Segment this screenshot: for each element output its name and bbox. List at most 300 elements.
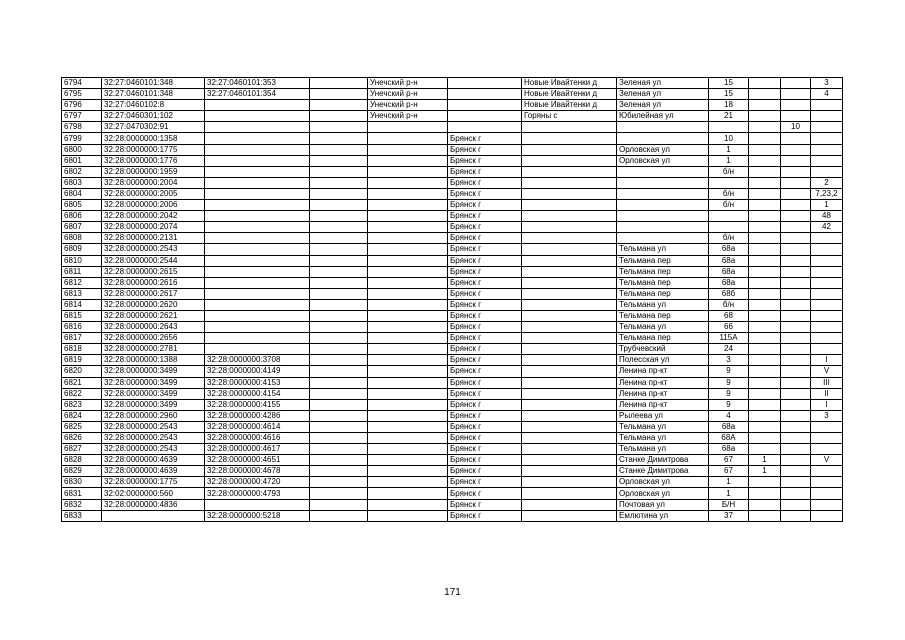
cell-city: Брянск г xyxy=(448,410,522,421)
cell-building xyxy=(749,477,781,488)
cell-cadastral-number: 32:28:0000000:2006 xyxy=(102,200,205,211)
cell-cadastral-number-2 xyxy=(205,133,310,144)
cell-street xyxy=(617,211,709,222)
cell-house: 4 xyxy=(709,410,749,421)
cell-cadastral-number-2 xyxy=(205,100,310,111)
cell-city xyxy=(448,89,522,100)
cell-cadastral-number-2 xyxy=(205,333,310,344)
cell-unit: I xyxy=(811,355,843,366)
cell-building xyxy=(749,355,781,366)
cell-house: 18 xyxy=(709,100,749,111)
cell-row-number: 6813 xyxy=(62,288,102,299)
cell-cadastral-number-2 xyxy=(205,255,310,266)
cell-cadastral-number-2: 32:28:0000000:4617 xyxy=(205,444,310,455)
cell-row-number: 6825 xyxy=(62,421,102,432)
cell-street: Орловская ул xyxy=(617,488,709,499)
cell-unit: III xyxy=(811,377,843,388)
cell-cadastral-number: 32:28:0000000:2543 xyxy=(102,444,205,455)
cell-house: 21 xyxy=(709,111,749,122)
cell-cadastral-number-2 xyxy=(205,188,310,199)
cell-district xyxy=(368,377,448,388)
cell-cadastral-number: 32:28:0000000:4639 xyxy=(102,455,205,466)
cell-city: Брянск г xyxy=(448,399,522,410)
cell-flat xyxy=(781,366,811,377)
cell-row-number: 6798 xyxy=(62,122,102,133)
cell-cadastral-number: 32:27:0470302:91 xyxy=(102,122,205,133)
cell-flat xyxy=(781,421,811,432)
cell-street: Ленина пр-кт xyxy=(617,388,709,399)
cell-house: 115А xyxy=(709,333,749,344)
cell-cadastral-number-2: 32:28:0000000:4153 xyxy=(205,377,310,388)
cell-house: 9 xyxy=(709,388,749,399)
cell-cadastral-number: 32:27:0460101:348 xyxy=(102,89,205,100)
cell-cadastral-number: 32:28:0000000:2617 xyxy=(102,288,205,299)
cell-unit: 7,23,2 xyxy=(811,188,843,199)
cell-locality xyxy=(522,410,617,421)
cell-unit xyxy=(811,144,843,155)
cell-building xyxy=(749,177,781,188)
cell-street xyxy=(617,177,709,188)
cell-street: Тельмана ул xyxy=(617,444,709,455)
cell-street: Тельмана ул xyxy=(617,299,709,310)
cell-building xyxy=(749,144,781,155)
cell-house: 1 xyxy=(709,144,749,155)
cell-street: Тельмана пер xyxy=(617,255,709,266)
table-row xyxy=(62,277,843,288)
cell-house: 68а xyxy=(709,421,749,432)
cell-locality xyxy=(522,399,617,410)
table-row xyxy=(62,288,843,299)
cell-flat xyxy=(781,288,811,299)
cell-empty xyxy=(310,122,368,133)
cell-flat xyxy=(781,111,811,122)
cell-city: Брянск г xyxy=(448,333,522,344)
cell-cadastral-number: 32:28:0000000:1775 xyxy=(102,477,205,488)
cell-flat xyxy=(781,89,811,100)
cell-district xyxy=(368,255,448,266)
cell-building xyxy=(749,155,781,166)
table-row xyxy=(62,200,843,211)
table-row xyxy=(62,433,843,444)
cell-locality xyxy=(522,288,617,299)
cell-locality xyxy=(522,222,617,233)
cell-cadastral-number: 32:28:0000000:2781 xyxy=(102,344,205,355)
cell-unit: 2 xyxy=(811,177,843,188)
cell-street: Ленина пр-кт xyxy=(617,377,709,388)
cell-city: Брянск г xyxy=(448,444,522,455)
cell-city: Брянск г xyxy=(448,433,522,444)
cell-street: Тельмана пер xyxy=(617,277,709,288)
cell-house: 68а xyxy=(709,277,749,288)
cell-locality xyxy=(522,510,617,521)
cell-building xyxy=(749,310,781,321)
table-row xyxy=(62,488,843,499)
cell-unit xyxy=(811,277,843,288)
cell-building xyxy=(749,78,781,89)
cell-street: Зеленая ул xyxy=(617,78,709,89)
cell-building xyxy=(749,444,781,455)
cell-district xyxy=(368,299,448,310)
cell-unit xyxy=(811,333,843,344)
cell-city: Брянск г xyxy=(448,488,522,499)
table-row xyxy=(62,310,843,321)
cell-row-number: 6815 xyxy=(62,310,102,321)
cell-unit: 48 xyxy=(811,211,843,222)
cell-building xyxy=(749,277,781,288)
cell-district xyxy=(368,388,448,399)
table-row xyxy=(62,344,843,355)
cell-cadastral-number: 32:28:0000000:2620 xyxy=(102,299,205,310)
cell-flat xyxy=(781,188,811,199)
cell-empty xyxy=(310,322,368,333)
cell-row-number: 6799 xyxy=(62,133,102,144)
cell-empty xyxy=(310,233,368,244)
cell-building xyxy=(749,488,781,499)
cell-cadastral-number: 32:28:0000000:2543 xyxy=(102,421,205,432)
cell-locality xyxy=(522,244,617,255)
cell-street xyxy=(617,133,709,144)
cell-flat xyxy=(781,388,811,399)
cell-district xyxy=(368,455,448,466)
cell-building xyxy=(749,377,781,388)
cell-district xyxy=(368,477,448,488)
cell-city: Брянск г xyxy=(448,377,522,388)
cell-empty xyxy=(310,510,368,521)
cell-house: 68 xyxy=(709,310,749,321)
cell-locality xyxy=(522,421,617,432)
cell-cadastral-number-2: 32:28:0000000:4720 xyxy=(205,477,310,488)
cell-row-number: 6801 xyxy=(62,155,102,166)
cell-house: б/н xyxy=(709,166,749,177)
cell-city: Брянск г xyxy=(448,421,522,432)
cell-building xyxy=(749,499,781,510)
cell-unit xyxy=(811,233,843,244)
cell-building xyxy=(749,433,781,444)
table-row xyxy=(62,477,843,488)
cell-building xyxy=(749,366,781,377)
cell-cadastral-number-2 xyxy=(205,310,310,321)
cell-unit: 4 xyxy=(811,89,843,100)
cell-row-number: 6800 xyxy=(62,144,102,155)
cell-house: 9 xyxy=(709,377,749,388)
cell-cadastral-number-2 xyxy=(205,111,310,122)
cell-empty xyxy=(310,499,368,510)
cell-street: Почтовая ул xyxy=(617,499,709,510)
cell-locality xyxy=(522,155,617,166)
cell-flat xyxy=(781,277,811,288)
cell-row-number: 6833 xyxy=(62,510,102,521)
cell-locality xyxy=(522,333,617,344)
cell-cadastral-number-2: 32:28:0000000:4616 xyxy=(205,433,310,444)
cell-locality: Горяны с xyxy=(522,111,617,122)
cell-unit xyxy=(811,421,843,432)
cell-cadastral-number: 32:28:0000000:1388 xyxy=(102,355,205,366)
cell-city: Брянск г xyxy=(448,188,522,199)
cell-unit xyxy=(811,111,843,122)
cell-building xyxy=(749,188,781,199)
table-row xyxy=(62,100,843,111)
table-row xyxy=(62,133,843,144)
cell-city: Брянск г xyxy=(448,510,522,521)
cell-street: Станке Димитрова xyxy=(617,455,709,466)
cell-row-number: 6795 xyxy=(62,89,102,100)
table-row xyxy=(62,111,843,122)
cell-unit xyxy=(811,310,843,321)
cell-flat xyxy=(781,477,811,488)
cell-house: 1 xyxy=(709,155,749,166)
cell-row-number: 6828 xyxy=(62,455,102,466)
register-table xyxy=(61,77,843,522)
cell-unit: V xyxy=(811,455,843,466)
table-row xyxy=(62,233,843,244)
cell-empty xyxy=(310,355,368,366)
cell-unit xyxy=(811,288,843,299)
cell-house: 9 xyxy=(709,399,749,410)
cell-unit xyxy=(811,477,843,488)
cell-city: Брянск г xyxy=(448,322,522,333)
cell-district xyxy=(368,355,448,366)
cell-cadastral-number-2 xyxy=(205,499,310,510)
cell-cadastral-number: 32:28:0000000:2615 xyxy=(102,266,205,277)
cell-city: Брянск г xyxy=(448,310,522,321)
cell-flat xyxy=(781,499,811,510)
cell-city: Брянск г xyxy=(448,388,522,399)
cell-cadastral-number-2: 32:28:0000000:4155 xyxy=(205,399,310,410)
cell-house: 68б xyxy=(709,288,749,299)
cell-cadastral-number-2 xyxy=(205,277,310,288)
cell-row-number: 6821 xyxy=(62,377,102,388)
cell-locality xyxy=(522,277,617,288)
cell-building xyxy=(749,388,781,399)
table-row xyxy=(62,144,843,155)
cell-unit xyxy=(811,499,843,510)
cell-building xyxy=(749,421,781,432)
cell-locality xyxy=(522,377,617,388)
cell-house: б/н xyxy=(709,200,749,211)
cell-unit xyxy=(811,466,843,477)
cell-unit xyxy=(811,266,843,277)
cell-row-number: 6829 xyxy=(62,466,102,477)
cell-row-number: 6822 xyxy=(62,388,102,399)
cell-locality: Новые Ивайтенки д xyxy=(522,89,617,100)
cell-flat xyxy=(781,155,811,166)
cell-building xyxy=(749,211,781,222)
table-row xyxy=(62,499,843,510)
cell-district xyxy=(368,200,448,211)
cell-unit xyxy=(811,444,843,455)
cell-cadastral-number: 32:28:0000000:2005 xyxy=(102,188,205,199)
cell-empty xyxy=(310,299,368,310)
cell-empty xyxy=(310,155,368,166)
cell-district xyxy=(368,122,448,133)
cell-district xyxy=(368,288,448,299)
cell-flat xyxy=(781,444,811,455)
cell-row-number: 6806 xyxy=(62,211,102,222)
cell-flat xyxy=(781,510,811,521)
cell-building xyxy=(749,244,781,255)
table-row xyxy=(62,255,843,266)
cell-district: Унечский р-н xyxy=(368,100,448,111)
cell-street: Зеленая ул xyxy=(617,100,709,111)
cell-cadastral-number: 32:28:0000000:1959 xyxy=(102,166,205,177)
cell-flat xyxy=(781,344,811,355)
cell-street xyxy=(617,233,709,244)
cell-empty xyxy=(310,188,368,199)
cell-house: 68А xyxy=(709,433,749,444)
cell-street xyxy=(617,188,709,199)
cell-empty xyxy=(310,277,368,288)
cell-empty xyxy=(310,399,368,410)
cell-house: б/н xyxy=(709,233,749,244)
cell-city xyxy=(448,122,522,133)
cell-city: Брянск г xyxy=(448,211,522,222)
cell-row-number: 6802 xyxy=(62,166,102,177)
cell-locality xyxy=(522,344,617,355)
table-row xyxy=(62,322,843,333)
cell-street: Тельмана ул xyxy=(617,244,709,255)
cell-district xyxy=(368,244,448,255)
cell-unit xyxy=(811,122,843,133)
table-row xyxy=(62,444,843,455)
cell-empty xyxy=(310,133,368,144)
cell-building xyxy=(749,111,781,122)
cell-unit xyxy=(811,155,843,166)
cell-row-number: 6831 xyxy=(62,488,102,499)
cell-cadastral-number: 32:28:0000000:3499 xyxy=(102,388,205,399)
cell-cadastral-number-2 xyxy=(205,266,310,277)
cell-unit xyxy=(811,166,843,177)
cell-row-number: 6810 xyxy=(62,255,102,266)
cell-district xyxy=(368,433,448,444)
cell-empty xyxy=(310,78,368,89)
cell-district xyxy=(368,488,448,499)
cell-house xyxy=(709,177,749,188)
cell-row-number: 6817 xyxy=(62,333,102,344)
cell-house: 66 xyxy=(709,322,749,333)
cell-flat xyxy=(781,466,811,477)
table-row xyxy=(62,177,843,188)
cell-flat xyxy=(781,322,811,333)
cell-house: 1 xyxy=(709,488,749,499)
cell-district xyxy=(368,399,448,410)
cell-flat xyxy=(781,488,811,499)
cell-empty xyxy=(310,344,368,355)
table-row xyxy=(62,211,843,222)
cell-flat xyxy=(781,410,811,421)
cell-district xyxy=(368,310,448,321)
cell-unit: II xyxy=(811,388,843,399)
cell-street xyxy=(617,166,709,177)
cell-house xyxy=(709,122,749,133)
cell-street: Зеленая ул xyxy=(617,89,709,100)
cell-city: Брянск г xyxy=(448,133,522,144)
cell-street: Станке Димитрова xyxy=(617,466,709,477)
cell-row-number: 6811 xyxy=(62,266,102,277)
cell-district xyxy=(368,499,448,510)
cell-cadastral-number: 32:28:0000000:1775 xyxy=(102,144,205,155)
cell-cadastral-number-2 xyxy=(205,344,310,355)
cell-row-number: 6809 xyxy=(62,244,102,255)
cell-street xyxy=(617,122,709,133)
cell-house: 15 xyxy=(709,89,749,100)
cell-district xyxy=(368,366,448,377)
cell-empty xyxy=(310,100,368,111)
cell-flat xyxy=(781,266,811,277)
cell-cadastral-number: 32:28:0000000:2544 xyxy=(102,255,205,266)
cell-flat xyxy=(781,255,811,266)
cell-row-number: 6819 xyxy=(62,355,102,366)
cell-empty xyxy=(310,433,368,444)
cell-street xyxy=(617,222,709,233)
cell-city xyxy=(448,111,522,122)
cell-street: Тельмана ул xyxy=(617,433,709,444)
table-row xyxy=(62,299,843,310)
cell-unit: 1 xyxy=(811,200,843,211)
cell-locality xyxy=(522,211,617,222)
cell-district xyxy=(368,333,448,344)
cell-building xyxy=(749,410,781,421)
cell-cadastral-number-2 xyxy=(205,200,310,211)
cell-cadastral-number-2: 32:28:0000000:4154 xyxy=(205,388,310,399)
table-row xyxy=(62,188,843,199)
cell-city xyxy=(448,100,522,111)
cell-cadastral-number: 32:28:0000000:2004 xyxy=(102,177,205,188)
cell-street: Емлютина ул xyxy=(617,510,709,521)
cell-house: 67 xyxy=(709,455,749,466)
cell-district xyxy=(368,410,448,421)
cell-locality xyxy=(522,466,617,477)
cell-cadastral-number-2 xyxy=(205,222,310,233)
cell-locality: Новые Ивайтенки д xyxy=(522,78,617,89)
cell-unit xyxy=(811,244,843,255)
cell-district xyxy=(368,155,448,166)
cell-city: Брянск г xyxy=(448,499,522,510)
cell-city: Брянск г xyxy=(448,166,522,177)
cell-house xyxy=(709,211,749,222)
cell-cadastral-number: 32:27:0460102:8 xyxy=(102,100,205,111)
cell-building: 1 xyxy=(749,455,781,466)
cell-empty xyxy=(310,211,368,222)
cell-row-number: 6797 xyxy=(62,111,102,122)
cell-street: Ленина пр-кт xyxy=(617,366,709,377)
cell-locality xyxy=(522,144,617,155)
cell-flat xyxy=(781,200,811,211)
cell-row-number: 6803 xyxy=(62,177,102,188)
cell-locality xyxy=(522,299,617,310)
cell-city: Брянск г xyxy=(448,177,522,188)
cell-cadastral-number-2: 32:28:0000000:4286 xyxy=(205,410,310,421)
cell-row-number: 6826 xyxy=(62,433,102,444)
cell-street: Тельмана пер xyxy=(617,310,709,321)
cell-cadastral-number: 32:28:0000000:2960 xyxy=(102,410,205,421)
table-row xyxy=(62,466,843,477)
cell-district xyxy=(368,510,448,521)
table-row xyxy=(62,355,843,366)
cell-cadastral-number-2 xyxy=(205,322,310,333)
cell-unit xyxy=(811,322,843,333)
cell-street: Орловская ул xyxy=(617,155,709,166)
cell-building xyxy=(749,222,781,233)
cell-district xyxy=(368,188,448,199)
cell-unit: I xyxy=(811,399,843,410)
cell-cadastral-number: 32:27:0460101:348 xyxy=(102,78,205,89)
cell-city xyxy=(448,78,522,89)
table-row xyxy=(62,266,843,277)
cell-city: Брянск г xyxy=(448,255,522,266)
cell-row-number: 6823 xyxy=(62,399,102,410)
cell-cadastral-number-2: 32:28:0000000:4614 xyxy=(205,421,310,432)
cell-street: Юбилейная ул xyxy=(617,111,709,122)
